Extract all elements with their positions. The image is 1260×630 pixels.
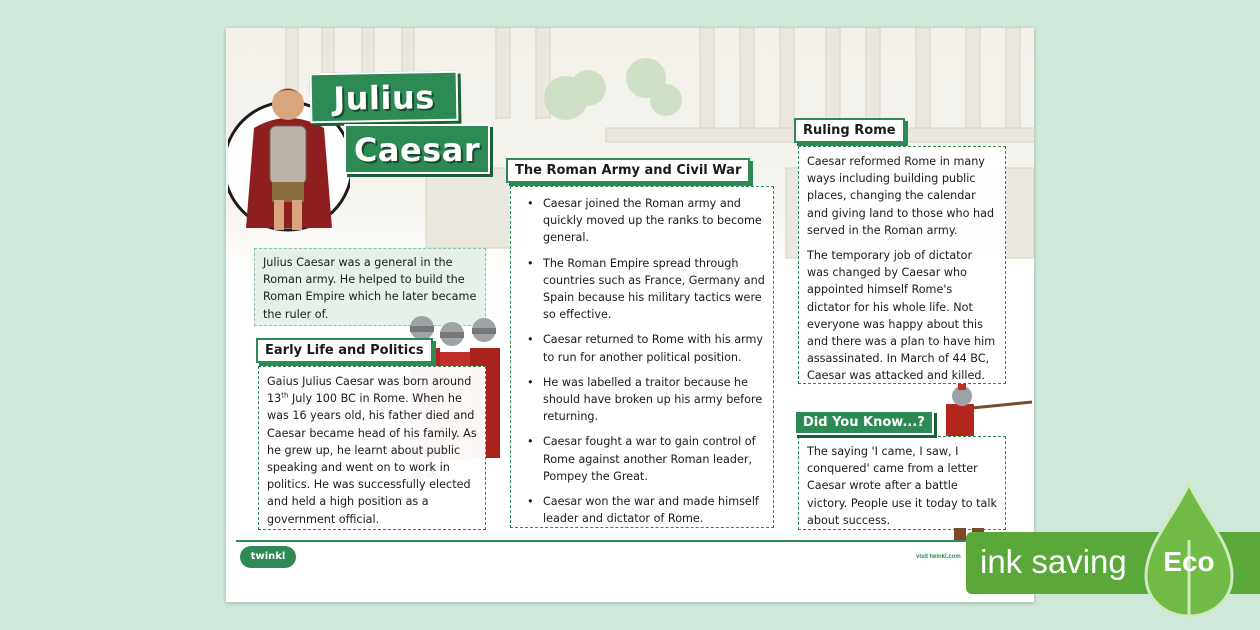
army-item: • Caesar returned to Rome with his army to run for another political position. bbox=[521, 331, 765, 365]
eco-badge-label: Eco bbox=[1163, 546, 1215, 577]
title-line-2: Caesar bbox=[344, 124, 490, 174]
did-you-know-text: The saying 'I came, I saw, I conquered' came from a letter Caesar wrote after a battle victory. People use it today to talk about success. bbox=[807, 445, 997, 527]
army-item: • He was labelled a traitor because he should have broken up his army before returning. bbox=[521, 374, 765, 426]
ink-saving-label: ink saving bbox=[980, 543, 1127, 580]
early-life-sup: th bbox=[281, 391, 289, 400]
poster-page bbox=[226, 28, 1034, 602]
early-life-text-start: Gaius Julius Caesar was born around 13 bbox=[267, 375, 472, 406]
twinkl-logo[interactable]: twinkl bbox=[240, 546, 296, 568]
early-life-box bbox=[258, 366, 486, 530]
army-heading: The Roman Army and Civil War bbox=[506, 158, 750, 183]
army-item: • Caesar fought a war to gain control of Rome against another Roman leader, Pompey the Great. bbox=[521, 433, 765, 485]
army-list bbox=[521, 195, 765, 527]
army-item: • The Roman Empire spread through countries such as France, Germany and Spain because his military tactics were so effective. bbox=[521, 255, 765, 324]
title-line-1: Julius bbox=[310, 71, 459, 124]
ruling-paragraph-1: Caesar reformed Rome in many ways including building public places, changing the calendar and giving land to those who had served in the Roman army. bbox=[807, 155, 995, 237]
early-life-heading: Early Life and Politics bbox=[256, 338, 433, 363]
did-you-know-box bbox=[798, 436, 1006, 530]
roman-soldier-spear-illustration bbox=[932, 380, 1032, 440]
ruling-paragraph-2: The temporary job of dictator was changed by Caesar who appointed himself Rome's dictator for his whole life. Not everyone was happy about this and there was a plan to have him assassinated. In March of 44 BC, Caesar was attacked and killed. bbox=[807, 249, 996, 383]
footer-divider bbox=[236, 540, 1024, 542]
army-box bbox=[510, 186, 774, 528]
army-item: • Caesar won the war and made himself leader and dictator of Rome. bbox=[521, 493, 765, 527]
early-life-text-end: July 100 BC in Rome. When he was 16 years old, his father died and Caesar became head of his family. As he grew up, he learnt about public speaking and went on to work in politics. He was successfully elected and held a high position as a government official. bbox=[267, 392, 477, 526]
intro-text: Julius Caesar was a general in the Roman army. He helped to build the Roman Empire which he later became the ruler of. bbox=[263, 256, 477, 321]
ruling-heading: Ruling Rome bbox=[794, 118, 905, 143]
army-item: • Caesar joined the Roman army and quickly moved up the ranks to become general. bbox=[521, 195, 765, 247]
ruling-box bbox=[798, 146, 1006, 384]
visit-link[interactable]: visit twinkl.com bbox=[916, 554, 961, 560]
did-you-know-heading: Did You Know...? bbox=[794, 410, 934, 435]
